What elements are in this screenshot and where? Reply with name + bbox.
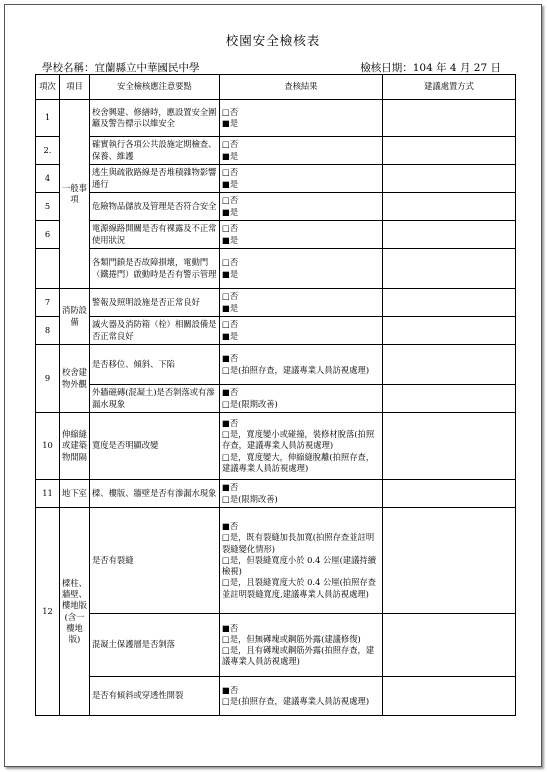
action-cell[interactable] [383,221,516,249]
row-no: 11 [36,480,60,508]
row-no: 6 [36,221,60,249]
result-option[interactable]: ■否 [222,521,239,532]
row-no: 8 [36,317,60,345]
result-cell [220,345,383,385]
check-item: 警報及照明設施是否正常良好 [90,289,220,317]
result-cell [220,677,383,716]
row-no: 7 [36,289,60,317]
row-no: 2. [36,137,60,165]
action-cell[interactable] [383,677,516,716]
row-no: 4 [36,165,60,193]
checklist-table [35,74,516,716]
result-option[interactable]: □是(拍照存查，建議專業人員訪視處理) [222,364,370,375]
check-item: 寬度是否明顯改變 [90,413,220,480]
result-option[interactable]: □是，寬度變大，伸縮縫脫離(拍照存查，建議專業人員訪視處理) [222,451,375,473]
row-no [36,249,60,289]
school-name: 學校名稱：宜蘭縣立中華國民中學 [42,62,200,74]
check-item: 是否有傾斜或穿透性開裂 [90,677,220,716]
result-option[interactable]: □是，寬度變小或碰撞，裝修材脫落(拍照存查，建議專業人員訪視處理) [222,429,375,451]
result-option[interactable]: ■否 [222,482,239,493]
table-row [36,345,516,385]
check-item: 滅火器及消防箱（栓）相關設備是否正常良好 [90,317,220,345]
action-cell[interactable] [383,165,516,193]
inspection-date: 檢核日期：104 年 4 月 27 日 [360,62,501,74]
row-no: 5 [36,193,60,221]
action-cell[interactable] [383,480,516,508]
check-item: 是否移位、傾斜、下陷 [90,345,220,385]
result-cell [220,480,383,508]
result-option[interactable]: ■否 [222,622,239,633]
action-cell[interactable] [383,385,516,413]
action-cell[interactable] [383,100,516,137]
result-cell [220,137,383,165]
result-option[interactable]: ■否 [222,353,239,364]
result-option[interactable]: ■是 [222,178,239,189]
check-item: 校舍興建、修繕時，應設置安全圍籬及警告標示以維安全 [90,100,220,137]
document-page [4,4,542,767]
result-option[interactable]: ■否 [222,684,239,695]
category-cell: 樑柱、牆壁、樓地版(含一樓地版) [60,508,90,716]
result-option[interactable]: □否 [222,195,239,206]
result-option[interactable]: ■是 [222,268,239,279]
result-cell [220,385,383,413]
result-option[interactable]: □是(限期改善) [222,398,278,409]
table-row [36,193,516,221]
result-option[interactable]: □否 [222,167,239,178]
result-option[interactable]: ■是 [222,206,239,217]
result-option[interactable]: ■是 [222,150,239,161]
result-option[interactable]: □否 [222,223,239,234]
table-row [36,249,516,289]
result-option[interactable]: □是，且有礡塊或鋼筋外露(拍照存查，建議專業人員訪視處理) [222,645,375,667]
header-item: 安全檢核應注意要點 [90,75,220,100]
result-option[interactable]: □是，既有裂縫加長加寬(拍照存查並註明裂縫變化情形) [222,532,375,554]
action-cell[interactable] [383,289,516,317]
check-item: 混凝土保護層是否剝落 [90,614,220,677]
action-cell[interactable] [383,317,516,345]
check-item: 電源線路開關是否有裸露及不正常使用狀況 [90,221,220,249]
check-item: 是否有裂縫 [90,508,220,614]
table-row [36,508,516,614]
result-cell [220,317,383,345]
result-option[interactable]: □否 [222,319,239,330]
result-cell [220,193,383,221]
result-option[interactable]: □否 [222,291,239,302]
result-option[interactable]: ■是 [222,118,239,128]
result-option[interactable]: ■否 [222,387,239,398]
result-option[interactable]: □否 [222,139,239,150]
action-cell[interactable] [383,249,516,289]
action-cell[interactable] [383,137,516,165]
header-action: 建議處置方式 [383,75,516,100]
check-item: 樑、樓版、牆壁是否有滲漏水現象 [90,480,220,508]
table-row [36,677,516,716]
result-option[interactable]: □是(限期改善) [222,493,278,504]
result-option[interactable]: □否 [222,257,239,268]
header-category: 項目 [60,75,90,100]
result-option[interactable]: □是(拍照存查，建議專業人員訪視處理) [222,696,370,706]
table-row [36,480,516,508]
check-item: 危險物品儲放及管理是否符合安全 [90,193,220,221]
document-title: 校園安全檢核表 [225,33,321,48]
row-no: 10 [36,413,60,480]
meta-line [42,60,501,74]
result-cell [220,249,383,289]
table-row [36,614,516,677]
action-cell[interactable] [383,345,516,385]
category-cell: 伸縮縫或建築物間隔 [60,413,90,480]
header-row [36,75,516,100]
category-cell: 地下室 [60,480,90,508]
result-cell [220,100,383,137]
result-cell [220,289,383,317]
result-cell [220,614,383,677]
row-no: 9 [36,345,60,413]
result-cell [220,221,383,249]
result-cell [220,413,383,480]
action-cell[interactable] [383,508,516,614]
check-item: 外牆磁磚(混凝土)是否剝落或有滲漏水現象 [90,385,220,413]
row-no: 1 [36,100,60,137]
header-result: 查核結果 [220,75,383,100]
table-row [36,221,516,249]
check-item: 各類門鎖是否故障損壞，電動門（鐵捲門）啟動時是否有警示管理 [90,249,220,289]
table-row [36,289,516,317]
result-cell [220,165,383,193]
table-row [36,165,516,193]
row-no: 12 [36,508,60,716]
category-cell: 消防設備 [60,289,90,345]
category-cell: 校舍建物外觀 [60,345,90,413]
result-option[interactable]: □否 [222,106,239,117]
result-option[interactable]: ■是 [222,302,239,313]
result-option[interactable]: ■是 [222,234,239,245]
table-row [36,413,516,480]
action-cell[interactable] [383,614,516,677]
table-row [36,100,516,137]
check-item: 確實執行各項公共設施定期檢查、保養、維護 [90,137,220,165]
category-cell: 一般事項 [60,100,90,289]
table-row [36,137,516,165]
result-option[interactable]: □是，但裂縫寬度小於 0.4 公厘(建議持續檢視) [222,554,377,577]
header-no: 項次 [36,75,60,100]
result-cell [220,508,383,614]
action-cell[interactable] [383,413,516,480]
result-option[interactable]: ■是 [222,330,239,341]
result-option[interactable]: ■否 [222,417,239,428]
result-option[interactable]: □是，且裂縫寬度大於 0.4 公厘(拍照存查並註明裂縫寬度,建議專業人員訪視處理) [222,577,377,599]
check-item: 逃生與疏散路線是否堆積雜物影響通行 [90,165,220,193]
result-option[interactable]: □是，但無礡塊或鋼筋外露(建議修復) [222,633,361,644]
table-row [36,317,516,345]
table-row [36,385,516,413]
action-cell[interactable] [383,193,516,221]
